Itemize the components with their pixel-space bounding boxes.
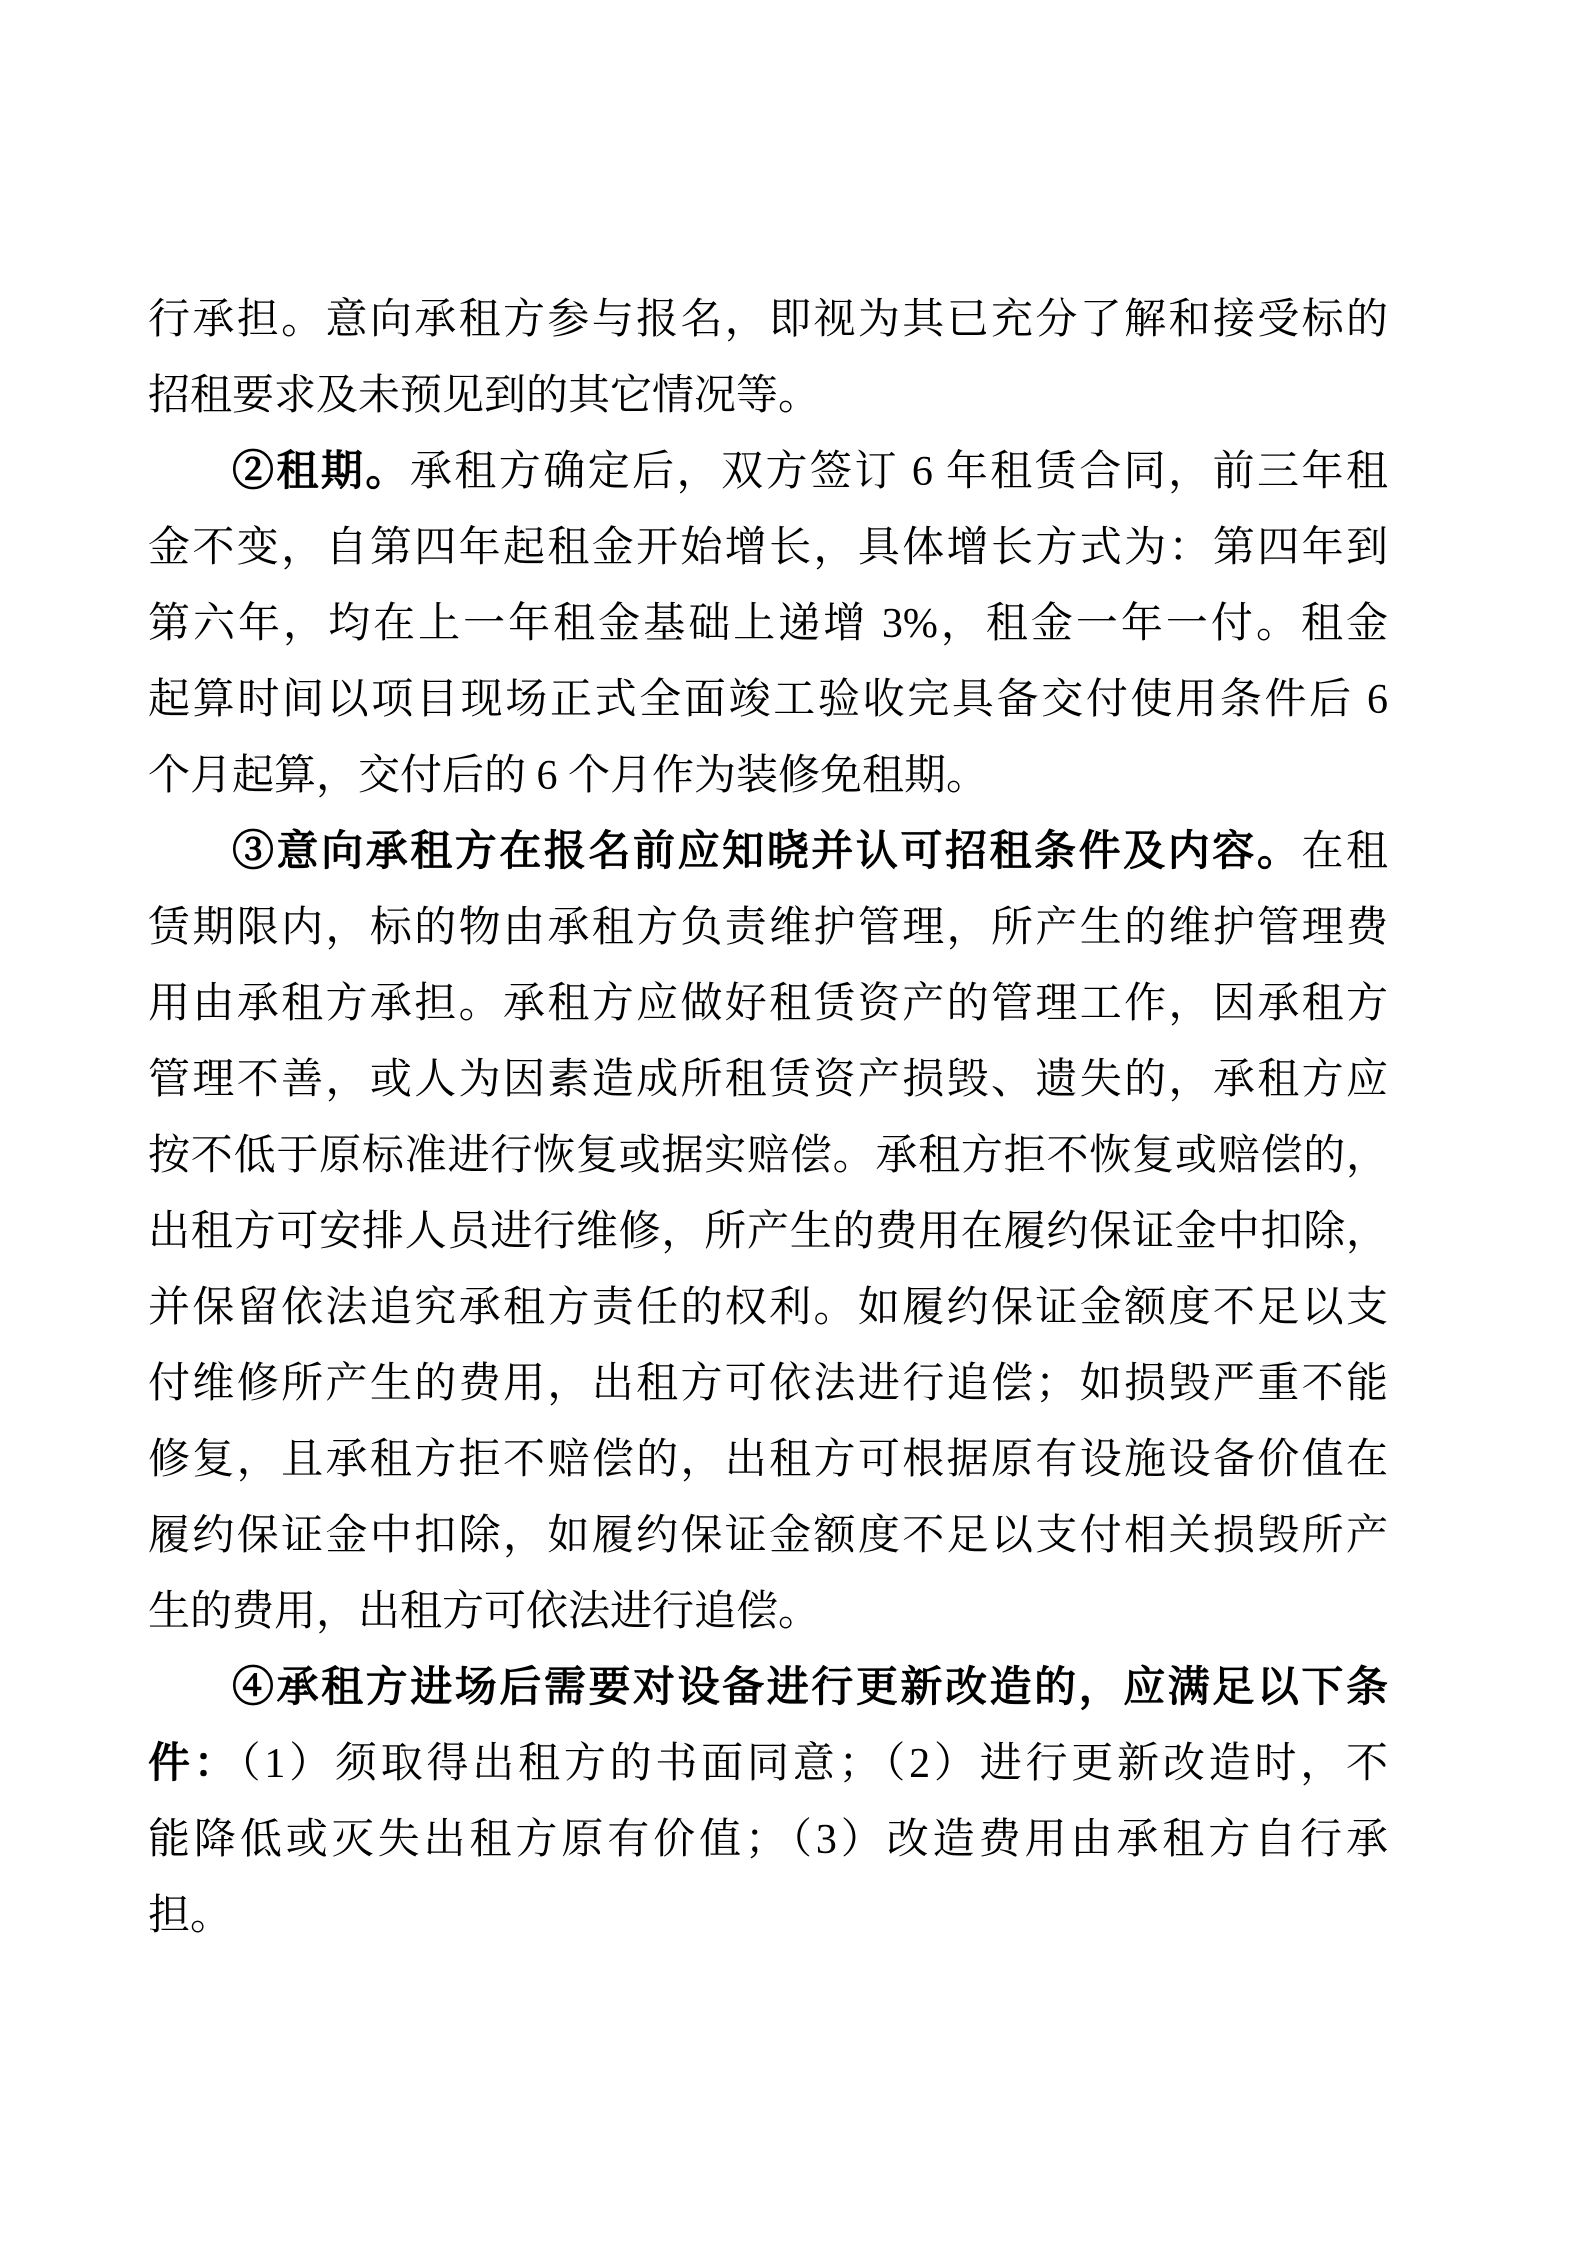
text-segment: 并保留依法追究承租方责任的权利。如履约保证金额度不足以支: [148, 1285, 1388, 1331]
line-03-clause-2-heading: [148, 434, 1388, 510]
line-22: [148, 1878, 1388, 1954]
clause-3-heading-segment: ③意向承租方在报名前应知晓并认可招租条件及内容。: [232, 829, 1302, 875]
text-segment: 个月起算，交付后的 6 个月作为装修免租期。: [148, 753, 989, 799]
line-13: [148, 1194, 1388, 1270]
line-04: [148, 510, 1388, 586]
line-19-clause-4-heading: [148, 1650, 1388, 1726]
clause-4-heading-segment: 件：: [148, 1741, 240, 1787]
text-segment: （1）须取得出租方的书面同意；（2）进行更新改造时，不: [239, 1741, 1388, 1787]
text-segment: 金不变，自第四年起租金开始增长，具体增长方式为：第四年到: [148, 525, 1388, 571]
text-segment: 行承担。意向承租方参与报名，即视为其已充分了解和接受标的: [148, 297, 1388, 343]
line-17: [148, 1498, 1388, 1574]
line-07: [148, 738, 1388, 814]
text-segment: 修复，且承租方拒不赔偿的，出租方可根据原有设施设备价值在: [148, 1437, 1388, 1483]
line-14: [148, 1270, 1388, 1346]
text-segment: 起算时间以项目现场正式全面竣工验收完具备交付使用条件后 6: [148, 677, 1388, 723]
clause-4-heading-segment: ④承租方进场后需要对设备进行更新改造的，应满足以下条: [232, 1665, 1388, 1711]
line-21: [148, 1802, 1388, 1878]
line-06: [148, 662, 1388, 738]
line-09: [148, 890, 1388, 966]
line-02: [148, 358, 1388, 434]
line-10: [148, 966, 1388, 1042]
text-segment: 能降低或灭失出租方原有价值；（3）改造费用由承租方自行承: [148, 1817, 1388, 1863]
text-segment: 在租: [1301, 829, 1388, 875]
line-08-clause-3-heading: [148, 814, 1388, 890]
text-segment: 用由承租方承担。承租方应做好租赁资产的管理工作，因承租方: [148, 981, 1388, 1027]
text-segment: 履约保证金中扣除，如履约保证金额度不足以支付相关损毁所产: [148, 1513, 1388, 1559]
text-segment: 第六年，均在上一年租金基础上递增 3%，租金一年一付。租金: [148, 601, 1388, 647]
text-segment: 按不低于原标准进行恢复或据实赔偿。承租方拒不恢复或赔偿的，: [148, 1133, 1388, 1179]
line-15: [148, 1346, 1388, 1422]
text-segment: 招租要求及未预见到的其它情况等。: [148, 373, 821, 419]
text-segment: 出租方可安排人员进行维修，所产生的费用在履约保证金中扣除，: [148, 1209, 1388, 1255]
text-segment: 生的费用，出租方可依法进行追偿。: [148, 1589, 821, 1635]
line-16: [148, 1422, 1388, 1498]
body-text: [148, 282, 1388, 1954]
line-12: [148, 1118, 1388, 1194]
line-05: [148, 586, 1388, 662]
line-18: [148, 1574, 1388, 1650]
line-01: [148, 282, 1388, 358]
text-segment: 担。: [148, 1893, 233, 1939]
text-segment: 赁期限内，标的物由承租方负责维护管理，所产生的维护管理费: [148, 905, 1388, 951]
text-segment: 付维修所产生的费用，出租方可依法进行追偿；如损毁严重不能: [148, 1361, 1388, 1407]
line-20: [148, 1726, 1388, 1802]
line-11: [148, 1042, 1388, 1118]
clause-2-heading-segment: ②租期。: [232, 449, 410, 495]
text-segment: 管理不善，或人为因素造成所租赁资产损毁、遗失的，承租方应: [148, 1057, 1388, 1103]
text-segment: 承租方确定后，双方签订 6 年租赁合同，前三年租: [409, 449, 1388, 495]
